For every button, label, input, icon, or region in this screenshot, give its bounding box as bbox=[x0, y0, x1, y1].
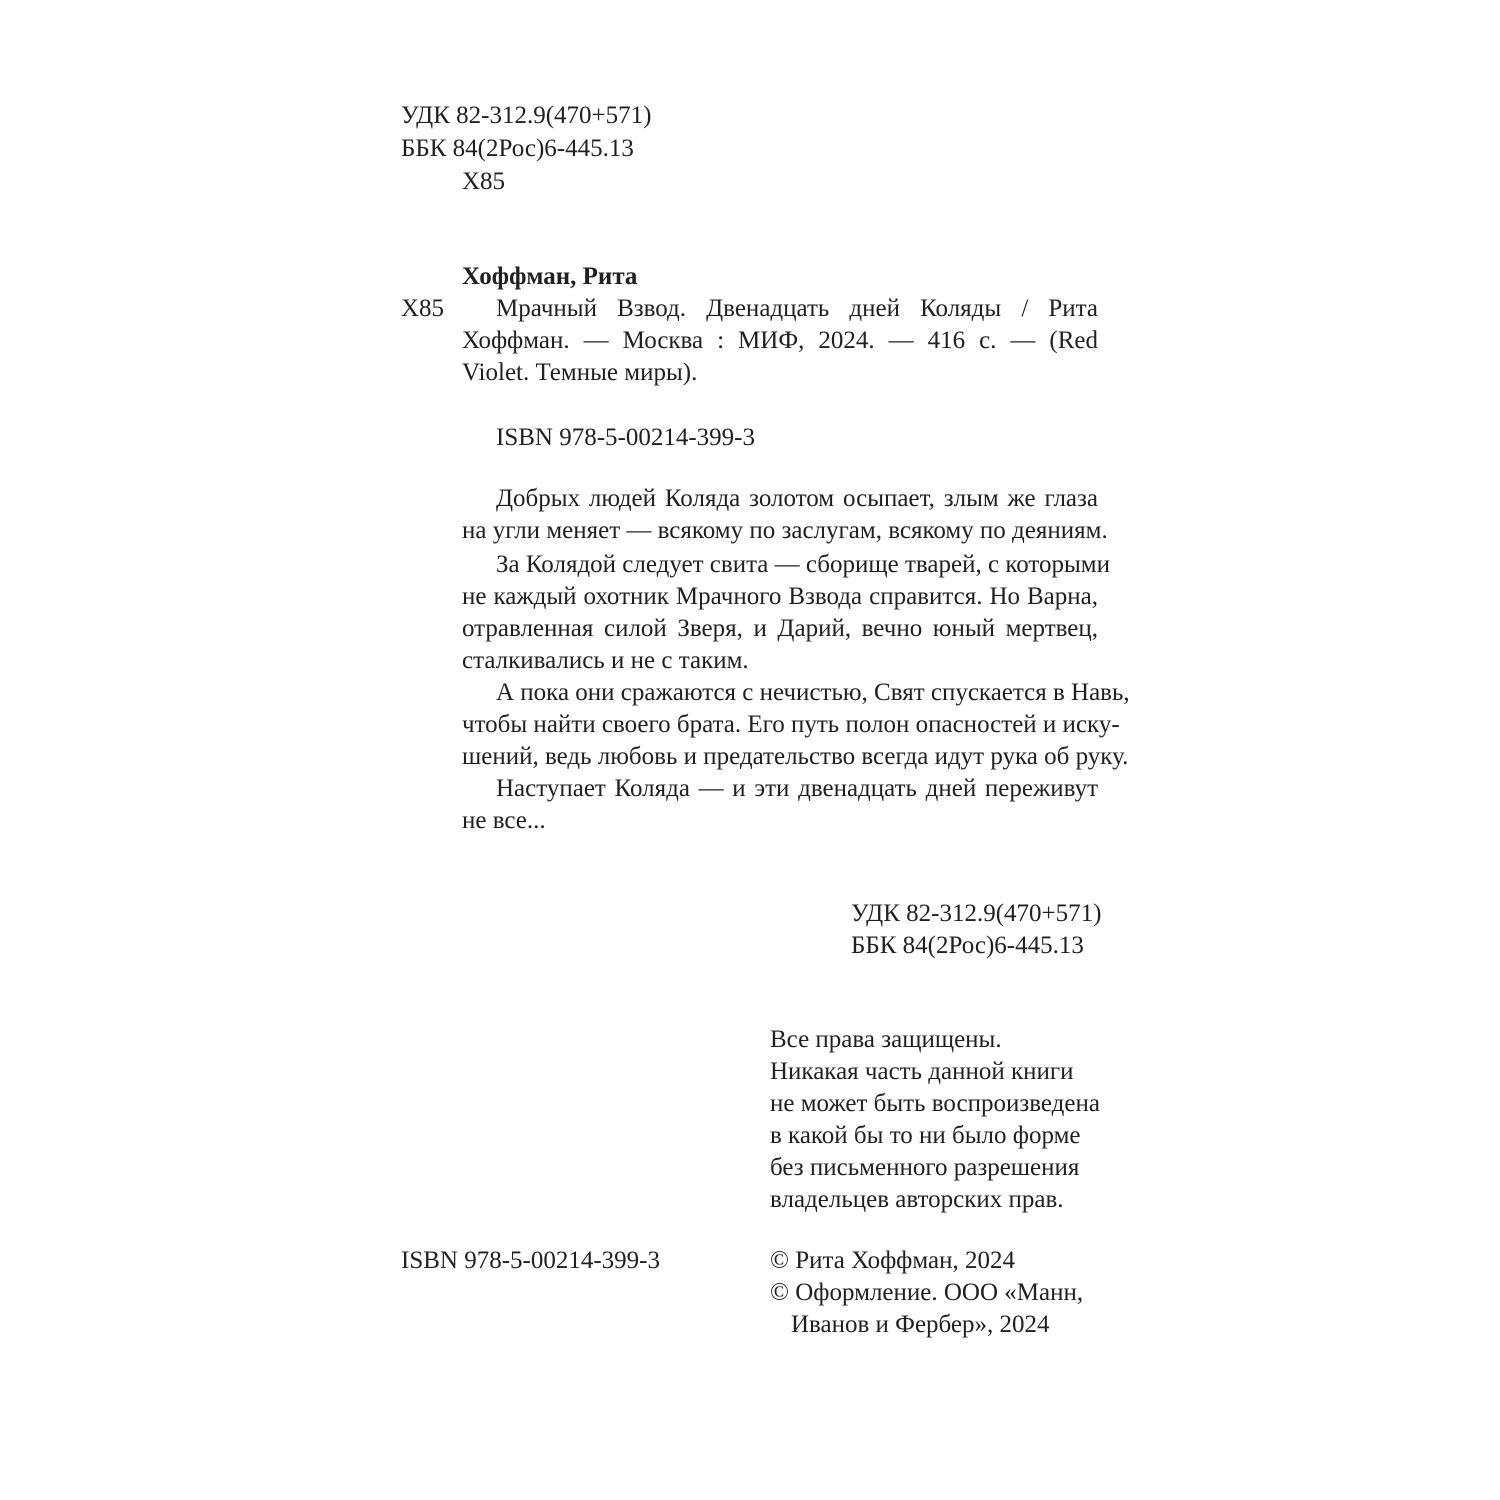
header-udk: УДК 82-312.9(470+571) bbox=[401, 102, 652, 129]
bib-line-2: Хоффман. — Москва : МИФ, 2024. — 416 с. — (Red bbox=[462, 327, 1098, 354]
annotation-line: не все... bbox=[462, 807, 546, 834]
rights-line: не может быть воспроизведена bbox=[770, 1090, 1100, 1117]
rights-line: владельцев авторских прав. bbox=[770, 1186, 1064, 1213]
copyright-design-cont: Иванов и Фербер», 2024 bbox=[791, 1311, 1050, 1338]
annotation-line: на угли меняет — всякому по заслугам, всякому по деяниям. bbox=[462, 517, 1108, 544]
copyright-design: © Оформление. ООО «Манн, bbox=[770, 1279, 1084, 1306]
entry-isbn: ISBN 978-5-00214-399-3 bbox=[496, 424, 756, 451]
annotation-line: не каждый охотник Мрачного Взвода справится. Но Варна, bbox=[462, 583, 1098, 610]
copyright-author: © Рита Хоффман, 2024 bbox=[770, 1247, 1015, 1274]
annotation-line: Наступает Коляда — и эти двенадцать дней переживут bbox=[496, 775, 1098, 802]
bib-line-1: Мрачный Взвод. Двенадцать дней Коляды / Рита bbox=[496, 295, 1098, 322]
annotation-line: чтобы найти своего брата. Его путь полон опасностей и иску- bbox=[462, 711, 1120, 738]
footer-isbn: ISBN 978-5-00214-399-3 bbox=[401, 1247, 661, 1274]
annotation-line: отравленная силой Зверя, и Дарий, вечно юный мертвец, bbox=[462, 615, 1098, 642]
header-bbk: ББК 84(2Рос)6-445.13 bbox=[401, 135, 634, 162]
annotation-line: А пока они сражаются с нечистью, Свят спускается в Навь, bbox=[496, 679, 1130, 706]
classification-bbk: ББК 84(2Рос)6-445.13 bbox=[851, 932, 1084, 959]
annotation-line: За Колядой следует свита — сборище тварей, с которыми bbox=[496, 551, 1110, 578]
entry-author-code: Х85 bbox=[401, 295, 445, 322]
annotation-line: сталкивались и не с таким. bbox=[462, 647, 749, 674]
bib-line-3: Violet. Темные миры). bbox=[462, 359, 698, 386]
annotation-line: шений, ведь любовь и предательство всегда идут рука об руку. bbox=[462, 743, 1129, 770]
rights-line: в какой бы то ни было форме bbox=[770, 1122, 1081, 1149]
author-name: Хоффман, Рита bbox=[462, 263, 638, 290]
rights-line: без письменного разрешения bbox=[770, 1154, 1080, 1181]
rights-line: Никакая часть данной книги bbox=[770, 1058, 1074, 1085]
header-author-code: Х85 bbox=[462, 168, 506, 195]
annotation-line: Добрых людей Коляда золотом осыпает, злым же глаза bbox=[496, 485, 1098, 512]
classification-udk: УДК 82-312.9(470+571) bbox=[851, 900, 1102, 927]
rights-line: Все права защищены. bbox=[770, 1026, 1002, 1053]
